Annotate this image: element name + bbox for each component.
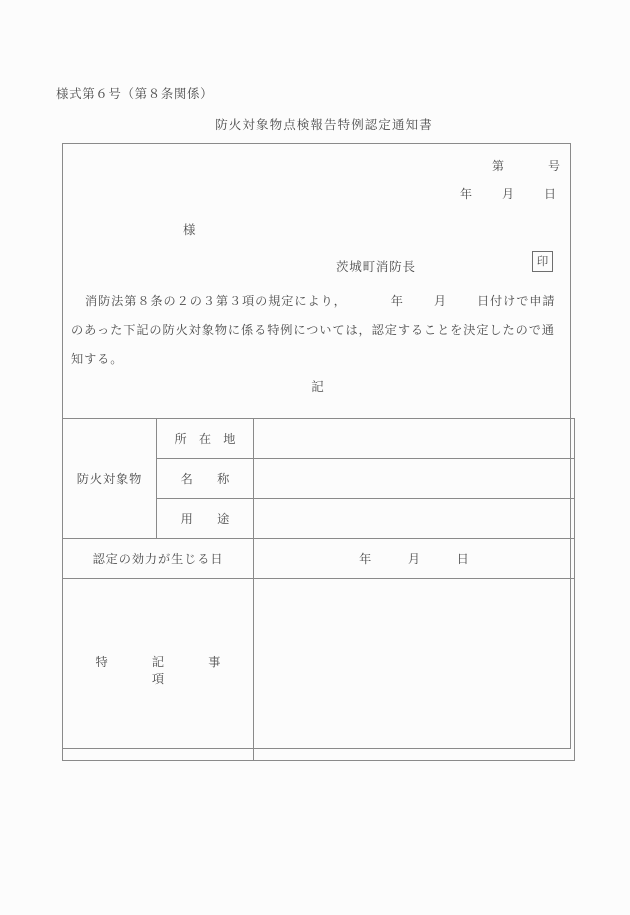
name-label-cell xyxy=(157,459,254,499)
body-line-1-year: 年 xyxy=(390,294,404,308)
document-number-prefix: 第 xyxy=(491,159,504,173)
notes-value-cell[interactable] xyxy=(254,579,575,761)
body-line-1-month: 月 xyxy=(433,294,447,308)
date-month-label: 月 xyxy=(501,187,514,201)
location-label: 所 在 地 xyxy=(174,432,236,446)
document-title: 防火対象物点検報告特例認定通知書 xyxy=(215,117,433,132)
subject-label-cell xyxy=(63,419,157,539)
document-date-line xyxy=(460,185,556,202)
document-number-line xyxy=(492,157,560,174)
notification-form-frame xyxy=(62,143,571,749)
details-table xyxy=(62,418,575,761)
usage-value-cell[interactable] xyxy=(254,499,575,539)
notes-label: 特 記 事 項 xyxy=(95,654,265,686)
effective-date-value-cell[interactable] xyxy=(254,539,575,579)
form-upper-section xyxy=(63,144,570,418)
subject-label: 防火対象物 xyxy=(76,472,143,486)
body-line-2: のあった下記の防火対象物に係る特例については，認定することを決定したので通 xyxy=(71,323,555,337)
table-row-location xyxy=(63,419,575,459)
form-number: 様式第６号（第８条関係） xyxy=(56,86,214,101)
date-year-label: 年 xyxy=(459,187,472,201)
body-line-1-text: 消防法第８条の２の３第３項の規定により， xyxy=(85,294,347,308)
usage-label-cell xyxy=(157,499,254,539)
document-number-suffix: 号 xyxy=(547,159,560,173)
effective-date-label: 認定の効力が生じる日 xyxy=(92,552,224,566)
usage-label: 用 途 xyxy=(180,512,230,526)
ki-marker: 記 xyxy=(311,379,324,394)
table-row-effective-date xyxy=(63,539,575,579)
body-text-block xyxy=(65,287,570,374)
name-value-cell[interactable] xyxy=(254,459,575,499)
addressee-honorific: 様 xyxy=(183,222,196,237)
table-row-notes xyxy=(63,579,575,761)
effective-date-value: 年 月 日 xyxy=(359,552,469,566)
location-label-cell xyxy=(157,419,254,459)
date-day-label: 日 xyxy=(543,187,556,201)
seal-stamp-box: 印 xyxy=(532,251,553,272)
location-value-cell[interactable] xyxy=(254,419,575,459)
notes-label-cell xyxy=(63,579,265,761)
body-line-1-tail: 日付けで申請 xyxy=(476,294,556,308)
effective-date-label-cell xyxy=(63,539,254,579)
body-line-3: 知する。 xyxy=(71,352,124,366)
issuer-name: 茨城町消防長 xyxy=(336,259,416,274)
body-line-1 xyxy=(65,287,570,316)
name-label: 名 称 xyxy=(180,472,230,486)
